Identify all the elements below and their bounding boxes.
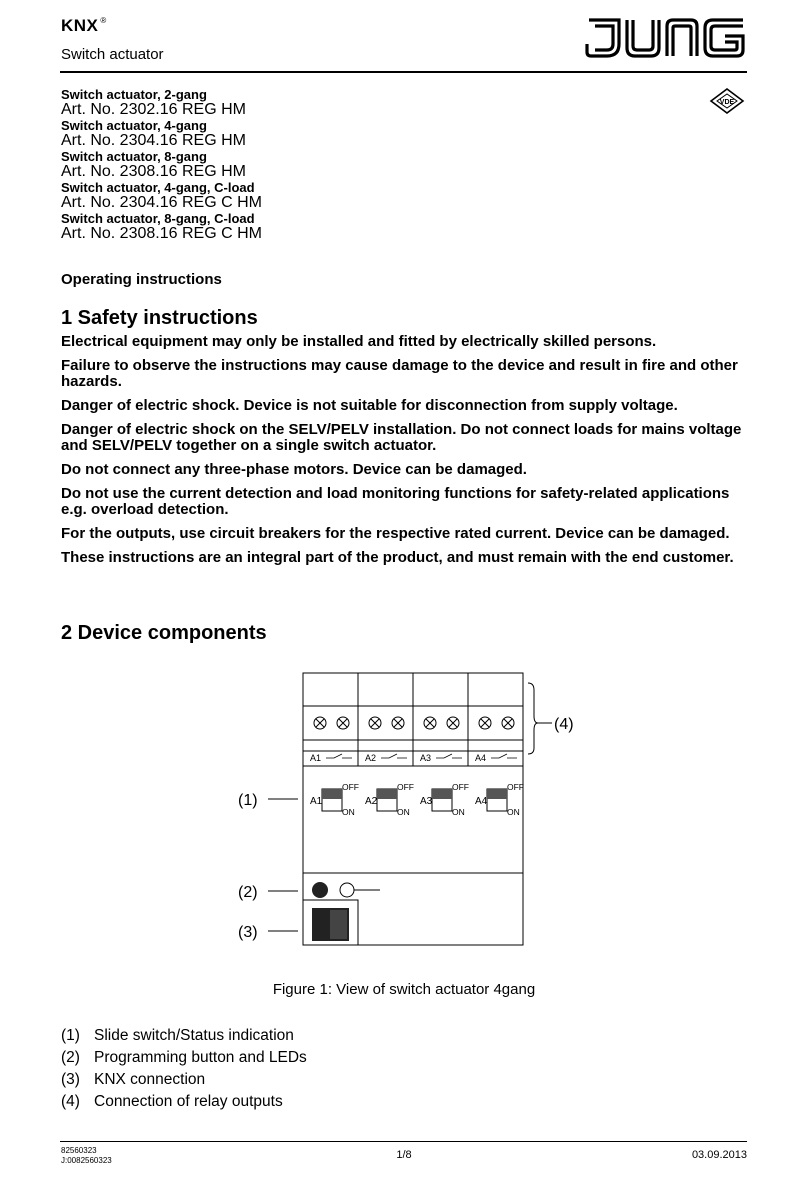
document-category: Switch actuator (61, 46, 164, 63)
terminal-screw-icon (447, 717, 459, 729)
switch-channel-label: A1 (310, 796, 323, 807)
product-name: Switch actuator, 8-gang, C-load (61, 211, 255, 226)
callout-label: (3) (238, 924, 258, 941)
legend-item (61, 1069, 661, 1091)
terminal-screw-icon (392, 717, 404, 729)
relay-output-terminals (314, 717, 514, 729)
brand-logo (585, 14, 748, 62)
off-label: OFF (452, 782, 469, 792)
header-divider (60, 71, 747, 73)
on-label: ON (452, 807, 465, 817)
component-legend (61, 1025, 661, 1113)
on-label: ON (397, 807, 410, 817)
vde-mark-text: VDE (719, 99, 735, 106)
off-label: OFF (507, 782, 524, 792)
article-number: Art. No. 2304.16 REG C HM (61, 194, 262, 211)
legend-number: (2) (61, 1049, 80, 1066)
article-number: Art. No. 2308.16 REG C HM (61, 225, 262, 242)
programming-button-icon (312, 882, 328, 898)
legend-text: Connection of relay outputs (94, 1093, 283, 1110)
document-code: 82560323 (61, 1146, 97, 1155)
operating-instructions-heading: Operating instructions (61, 271, 222, 288)
article-number: Art. No. 2302.16 REG HM (61, 101, 246, 118)
terminal-screw-icon (502, 717, 514, 729)
off-label: OFF (397, 782, 414, 792)
safety-instructions-list (61, 334, 751, 574)
callout-label: (1) (238, 792, 258, 809)
terminal-screw-icon (314, 717, 326, 729)
product-name: Switch actuator, 4-gang, C-load (61, 180, 255, 195)
footer-divider (60, 1141, 747, 1142)
legend-number: (1) (61, 1027, 80, 1044)
callout-label: (4) (554, 716, 574, 733)
page-number: 1/8 (396, 1149, 412, 1161)
off-label: OFF (342, 782, 359, 792)
legend-number: (3) (61, 1071, 80, 1088)
on-label: ON (507, 807, 520, 817)
callout-label: (2) (238, 884, 258, 901)
product-entry (61, 87, 661, 118)
knx-connector-icon (312, 908, 349, 941)
legend-text: KNX connection (94, 1071, 206, 1088)
safety-instruction: Do not connect any three-phase motors. Device can be damaged. (61, 461, 527, 478)
safety-instruction: Do not use the current detection and load monitoring functions for safety-related applications e.g. overload detection. (61, 485, 730, 518)
safety-instruction: For the outputs, use circuit breakers for the respective rated current. Device can be damaged. (61, 525, 730, 542)
slide-switch (377, 789, 397, 811)
document-code-secondary: J:0082560323 (61, 1156, 112, 1165)
knx-registered-mark: ® (100, 16, 107, 25)
legend-item (61, 1025, 661, 1047)
switch-channel-label: A2 (365, 796, 378, 807)
product-list (61, 87, 661, 242)
product-entry (61, 180, 661, 211)
terminal-screw-icon (369, 717, 381, 729)
channel-label: A1 (310, 753, 322, 763)
safety-instruction: Danger of electric shock. Device is not suitable for disconnection from supply voltage. (61, 397, 678, 414)
slide-switch (322, 789, 342, 811)
terminal-screw-icon (424, 717, 436, 729)
legend-number: (4) (61, 1093, 80, 1110)
legend-item (61, 1047, 661, 1069)
device-components-figure (230, 668, 590, 958)
channel-label: A2 (365, 753, 377, 763)
product-name: Switch actuator, 8-gang (61, 149, 207, 164)
product-entry (61, 149, 661, 180)
article-number: Art. No. 2304.16 REG HM (61, 132, 246, 149)
safety-instruction: Electrical equipment may only be installed and fitted by electrically skilled persons. (61, 333, 657, 350)
safety-instruction: These instructions are an integral part of the product, and must remain with the end customer. (61, 549, 734, 566)
figure-caption: Figure 1: View of switch actuator 4gang (272, 981, 536, 998)
on-label: ON (342, 807, 355, 817)
article-number: Art. No. 2308.16 REG HM (61, 163, 246, 180)
safety-instruction: Failure to observe the instructions may cause damage to the device and result in fire and other hazards. (61, 357, 738, 390)
switch-channel-label: A3 (420, 796, 433, 807)
product-name: Switch actuator, 4-gang (61, 118, 207, 133)
slide-switch (432, 789, 452, 811)
programming-led-icon (340, 883, 380, 897)
knx-logo-text: KNX (61, 16, 99, 35)
legend-item (61, 1091, 661, 1113)
legend-text: Slide switch/Status indication (94, 1027, 294, 1044)
knx-logo (61, 16, 107, 36)
channel-label: A4 (475, 753, 487, 763)
vde-certification-icon (709, 87, 745, 115)
section-title-safety: 1 Safety instructions (61, 307, 258, 329)
brand-logo-text: JUNG (585, 14, 588, 15)
terminal-screw-icon (337, 717, 349, 729)
product-entry (61, 211, 661, 242)
product-entry (61, 118, 661, 149)
safety-instruction: Danger of electric shock on the SELV/PELV installation. Do not connect loads for mains voltage and SELV/PELV together on a single switch actuator. (61, 421, 742, 454)
terminal-screw-icon (479, 717, 491, 729)
switch-channel-label: A4 (475, 796, 488, 807)
document-date: 03.09.2013 (691, 1149, 747, 1161)
channel-label: A3 (420, 753, 432, 763)
section-title-device-components: 2 Device components (61, 622, 267, 644)
legend-text: Programming button and LEDs (94, 1049, 307, 1066)
product-name: Switch actuator, 2-gang (61, 87, 207, 102)
slide-switch (487, 789, 507, 811)
